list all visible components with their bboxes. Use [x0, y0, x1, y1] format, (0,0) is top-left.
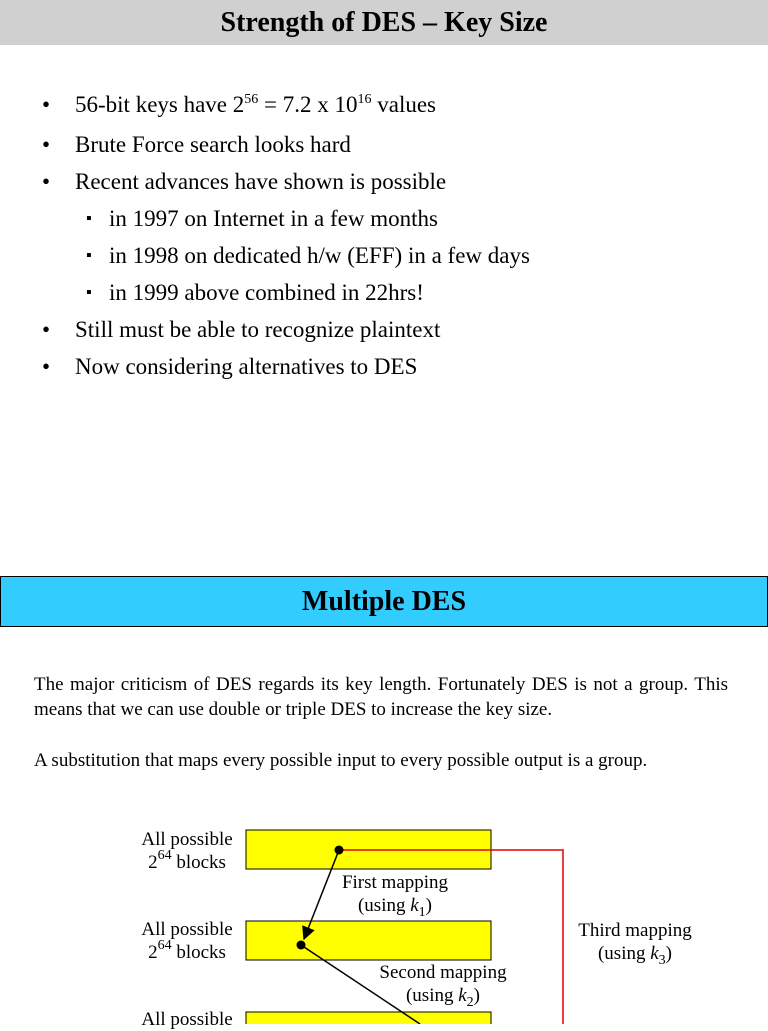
mapping-key: k: [650, 943, 659, 964]
sub-bullet-text: in 1997 on Internet in a few months: [109, 206, 438, 231]
bullet-text: Now considering alternatives to DES: [75, 354, 418, 379]
exponent: 56: [244, 92, 259, 107]
paragraph-criticism: The major criticism of DES regards its key length. Fortunately DES is not a group. This means that we can use double or triple DES to increase the key size.: [34, 674, 728, 720]
block-label-exponent: 64: [157, 938, 172, 953]
mapping-close: ): [473, 985, 480, 1006]
block-label-base: 2: [148, 942, 158, 963]
block-label-line: All possible: [141, 829, 233, 850]
mapping-using: (using: [405, 985, 459, 1006]
block-label-3: [135, 1008, 239, 1031]
block-label-line: All possible: [141, 919, 233, 940]
block-label-base: 2: [148, 852, 158, 873]
bullet-dot: •: [42, 354, 51, 379]
block-label-2: [135, 918, 239, 964]
mapping-using: (using: [597, 943, 651, 964]
bullet-text: values: [371, 92, 437, 117]
mapping-key: k: [410, 895, 419, 916]
mapping-using: (using: [357, 895, 411, 916]
block-set-2: [246, 921, 491, 960]
block-label-line: All possible: [141, 1009, 233, 1030]
mapping-label-text: Second mapping: [379, 962, 507, 983]
mapping-point-2: [297, 941, 306, 950]
mapping-close: ): [665, 943, 672, 964]
third-mapping-label: [566, 919, 704, 968]
bullet-text: = 7.2 x 10: [258, 92, 358, 117]
mapping-close: ): [425, 895, 432, 916]
mapping-key: k: [458, 985, 467, 1006]
bullet-dot: •: [42, 317, 51, 342]
bullet-dot: •: [42, 132, 51, 157]
block-label-1: [135, 828, 239, 874]
mapping-key-index: 1: [418, 905, 426, 920]
sub-bullet-square: ▪: [86, 210, 92, 227]
bullet-text: Still must be able to recognize plaintext: [75, 317, 441, 342]
paragraph-substitution: A substitution that maps every possible input to every possible output is a group.: [34, 750, 648, 771]
sub-bullet-text: in 1999 above combined in 22hrs!: [109, 280, 424, 305]
bullet-text: Brute Force search looks hard: [75, 132, 351, 157]
second-mapping-label: [366, 961, 520, 1010]
mapping-key-index: 3: [658, 953, 666, 968]
sub-bullet-square: ▪: [86, 247, 92, 264]
slide-title: Strength of DES – Key Size: [0, 0, 768, 45]
mapping-label-text: First mapping: [341, 872, 449, 893]
block-label-tail: blocks: [171, 852, 226, 873]
mapping-point-1: [335, 846, 344, 855]
section-title: Multiple DES: [0, 576, 768, 627]
bullet-text: Recent advances have shown is possible: [75, 169, 447, 194]
first-mapping-label: [325, 871, 465, 920]
bullet-dot: •: [42, 92, 51, 117]
bullet-text: 56-bit keys have 2: [75, 92, 245, 117]
sub-bullet-text: in 1998 on dedicated h/w (EFF) in a few days: [109, 243, 530, 268]
bullet-dot: •: [42, 169, 51, 194]
mapping-label-text: Third mapping: [578, 920, 692, 941]
sub-bullet-square: ▪: [86, 284, 92, 301]
block-label-exponent: 64: [157, 848, 172, 863]
block-set-3: [246, 1012, 491, 1024]
exponent: 16: [357, 92, 372, 107]
block-label-tail: blocks: [171, 942, 226, 963]
mapping-key-index: 2: [466, 995, 474, 1010]
